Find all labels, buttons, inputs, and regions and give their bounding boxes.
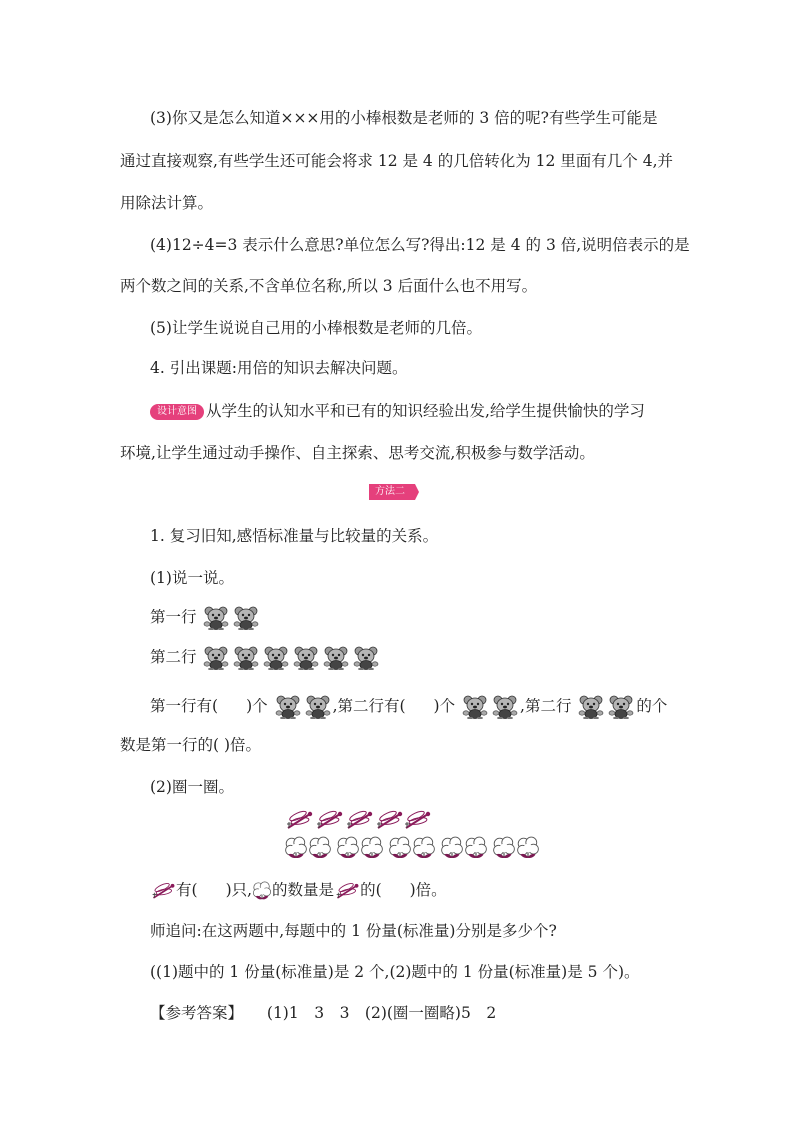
- flower-icon: [414, 837, 435, 858]
- bear-icon: [233, 606, 259, 630]
- design-intent-line-1: [150, 400, 645, 422]
- bear-icon: [263, 646, 289, 670]
- q2-text-b: )只,: [225, 881, 253, 899]
- row-2: [150, 643, 381, 671]
- flower-icon: [494, 837, 515, 858]
- sub-question-2: (2)圈一圈。: [150, 778, 234, 796]
- bear-icon: [608, 695, 634, 719]
- reference-answer: [150, 1002, 496, 1024]
- flower-icon: [518, 837, 539, 858]
- q1-text-d: )个: [433, 697, 456, 715]
- bear-icon: [275, 695, 301, 719]
- flower-icon: [338, 837, 359, 858]
- dragonfly-row: [284, 808, 434, 838]
- row-1: [150, 603, 261, 631]
- paragraph-3-line-1: (3)你又是怎么知道×××用的小棒根数是老师的 3 倍的呢?有些学生可能是: [150, 109, 658, 127]
- method-2-tag: [369, 484, 419, 500]
- bear-icon: [353, 646, 379, 670]
- flower-icon: [286, 837, 307, 858]
- bear-icon: [293, 646, 319, 670]
- bear-icon: [578, 695, 604, 719]
- q2-text-d: 的(: [360, 881, 382, 899]
- bear-icon: [203, 606, 229, 630]
- design-intent-line-2: 环境,让学生通过动手操作、自主探索、思考交流,积极参与数学活动。: [120, 444, 595, 462]
- dragonfly-icon: [405, 809, 430, 828]
- q1-text-c: ,第二行有(: [332, 697, 406, 715]
- paragraph-5: (5)让学生说说自己用的小棒根数是老师的几倍。: [150, 319, 482, 337]
- dragonfly-icon: [317, 809, 342, 828]
- paragraph-3-line-2: 通过直接观察,有些学生还可能会将求 12 是 4 的几倍转化为 12 里面有几个 4,并: [120, 152, 674, 170]
- dragonfly-icon: [377, 809, 402, 828]
- bear-icon: [203, 646, 229, 670]
- method-2-label: 方法二: [375, 486, 405, 497]
- bear-icon: [233, 646, 259, 670]
- flower-icon: [466, 837, 487, 858]
- intro-topic: 4. 引出课题:用倍的知识去解决问题。: [150, 359, 408, 377]
- q2-text-e: )倍。: [409, 881, 447, 899]
- dragonfly-icon: [334, 880, 360, 902]
- q1-text-e: ,第二行: [520, 697, 572, 715]
- flower-icon: [310, 837, 331, 858]
- reference-answer-values: (1)1 3 3 (2)(圈一圈略)5 2: [266, 1004, 497, 1022]
- method-2-heading: 1. 复习旧知,感悟标准量与比较量的关系。: [150, 527, 439, 545]
- bear-icon: [323, 646, 349, 670]
- question-1-line-1: [150, 692, 667, 720]
- sub-question-1: (1)说一说。: [150, 569, 234, 587]
- dragonfly-icon: [287, 809, 312, 828]
- question-2-line: [150, 876, 447, 904]
- dragonfly-icon: [347, 809, 372, 828]
- design-intent-text-1: 从学生的认知水平和已有的知识经验出发,给学生提供愉快的学习: [206, 402, 645, 420]
- reference-answer-label: 【参考答案】: [150, 1004, 244, 1022]
- q2-text-c: 的数量是: [272, 881, 335, 899]
- bear-icon: [462, 695, 488, 719]
- bear-icon: [305, 695, 331, 719]
- dragonfly-icon: [150, 880, 176, 902]
- q1-text-a: 第一行有(: [150, 697, 219, 715]
- bear-icon: [492, 695, 518, 719]
- flower-icon: [442, 837, 463, 858]
- question-1-line-2: 数是第一行的( )倍。: [120, 736, 262, 754]
- paragraph-4-line-2: 两个数之间的关系,不含单位名称,所以 3 后面什么也不用写。: [120, 277, 538, 295]
- paragraph-4-line-1: (4)12÷4=3 表示什么意思?单位怎么写?得出:12 是 4 的 3 倍,说明倍表示的是: [150, 236, 690, 254]
- flower-row: [284, 836, 540, 866]
- flower-icon: [252, 881, 272, 901]
- q1-text-b: )个: [246, 697, 268, 715]
- q1-text-f: 的个: [636, 697, 668, 715]
- paragraph-3-line-3: 用除法计算。: [120, 194, 214, 212]
- answer-explanation: ((1)题中的 1 份量(标准量)是 2 个,(2)题中的 1 份量(标准量)是 5 个)。: [150, 963, 640, 981]
- row-1-label: 第一行: [150, 608, 197, 626]
- design-intent-tag: 设计意图: [150, 404, 204, 420]
- flower-icon: [362, 837, 383, 858]
- q2-text-a: 有(: [176, 881, 198, 899]
- flower-icon: [390, 837, 411, 858]
- teacher-ask: 师追问:在这两题中,每题中的 1 份量(标准量)分别是多少个?: [150, 922, 557, 940]
- row-2-label: 第二行: [150, 648, 197, 666]
